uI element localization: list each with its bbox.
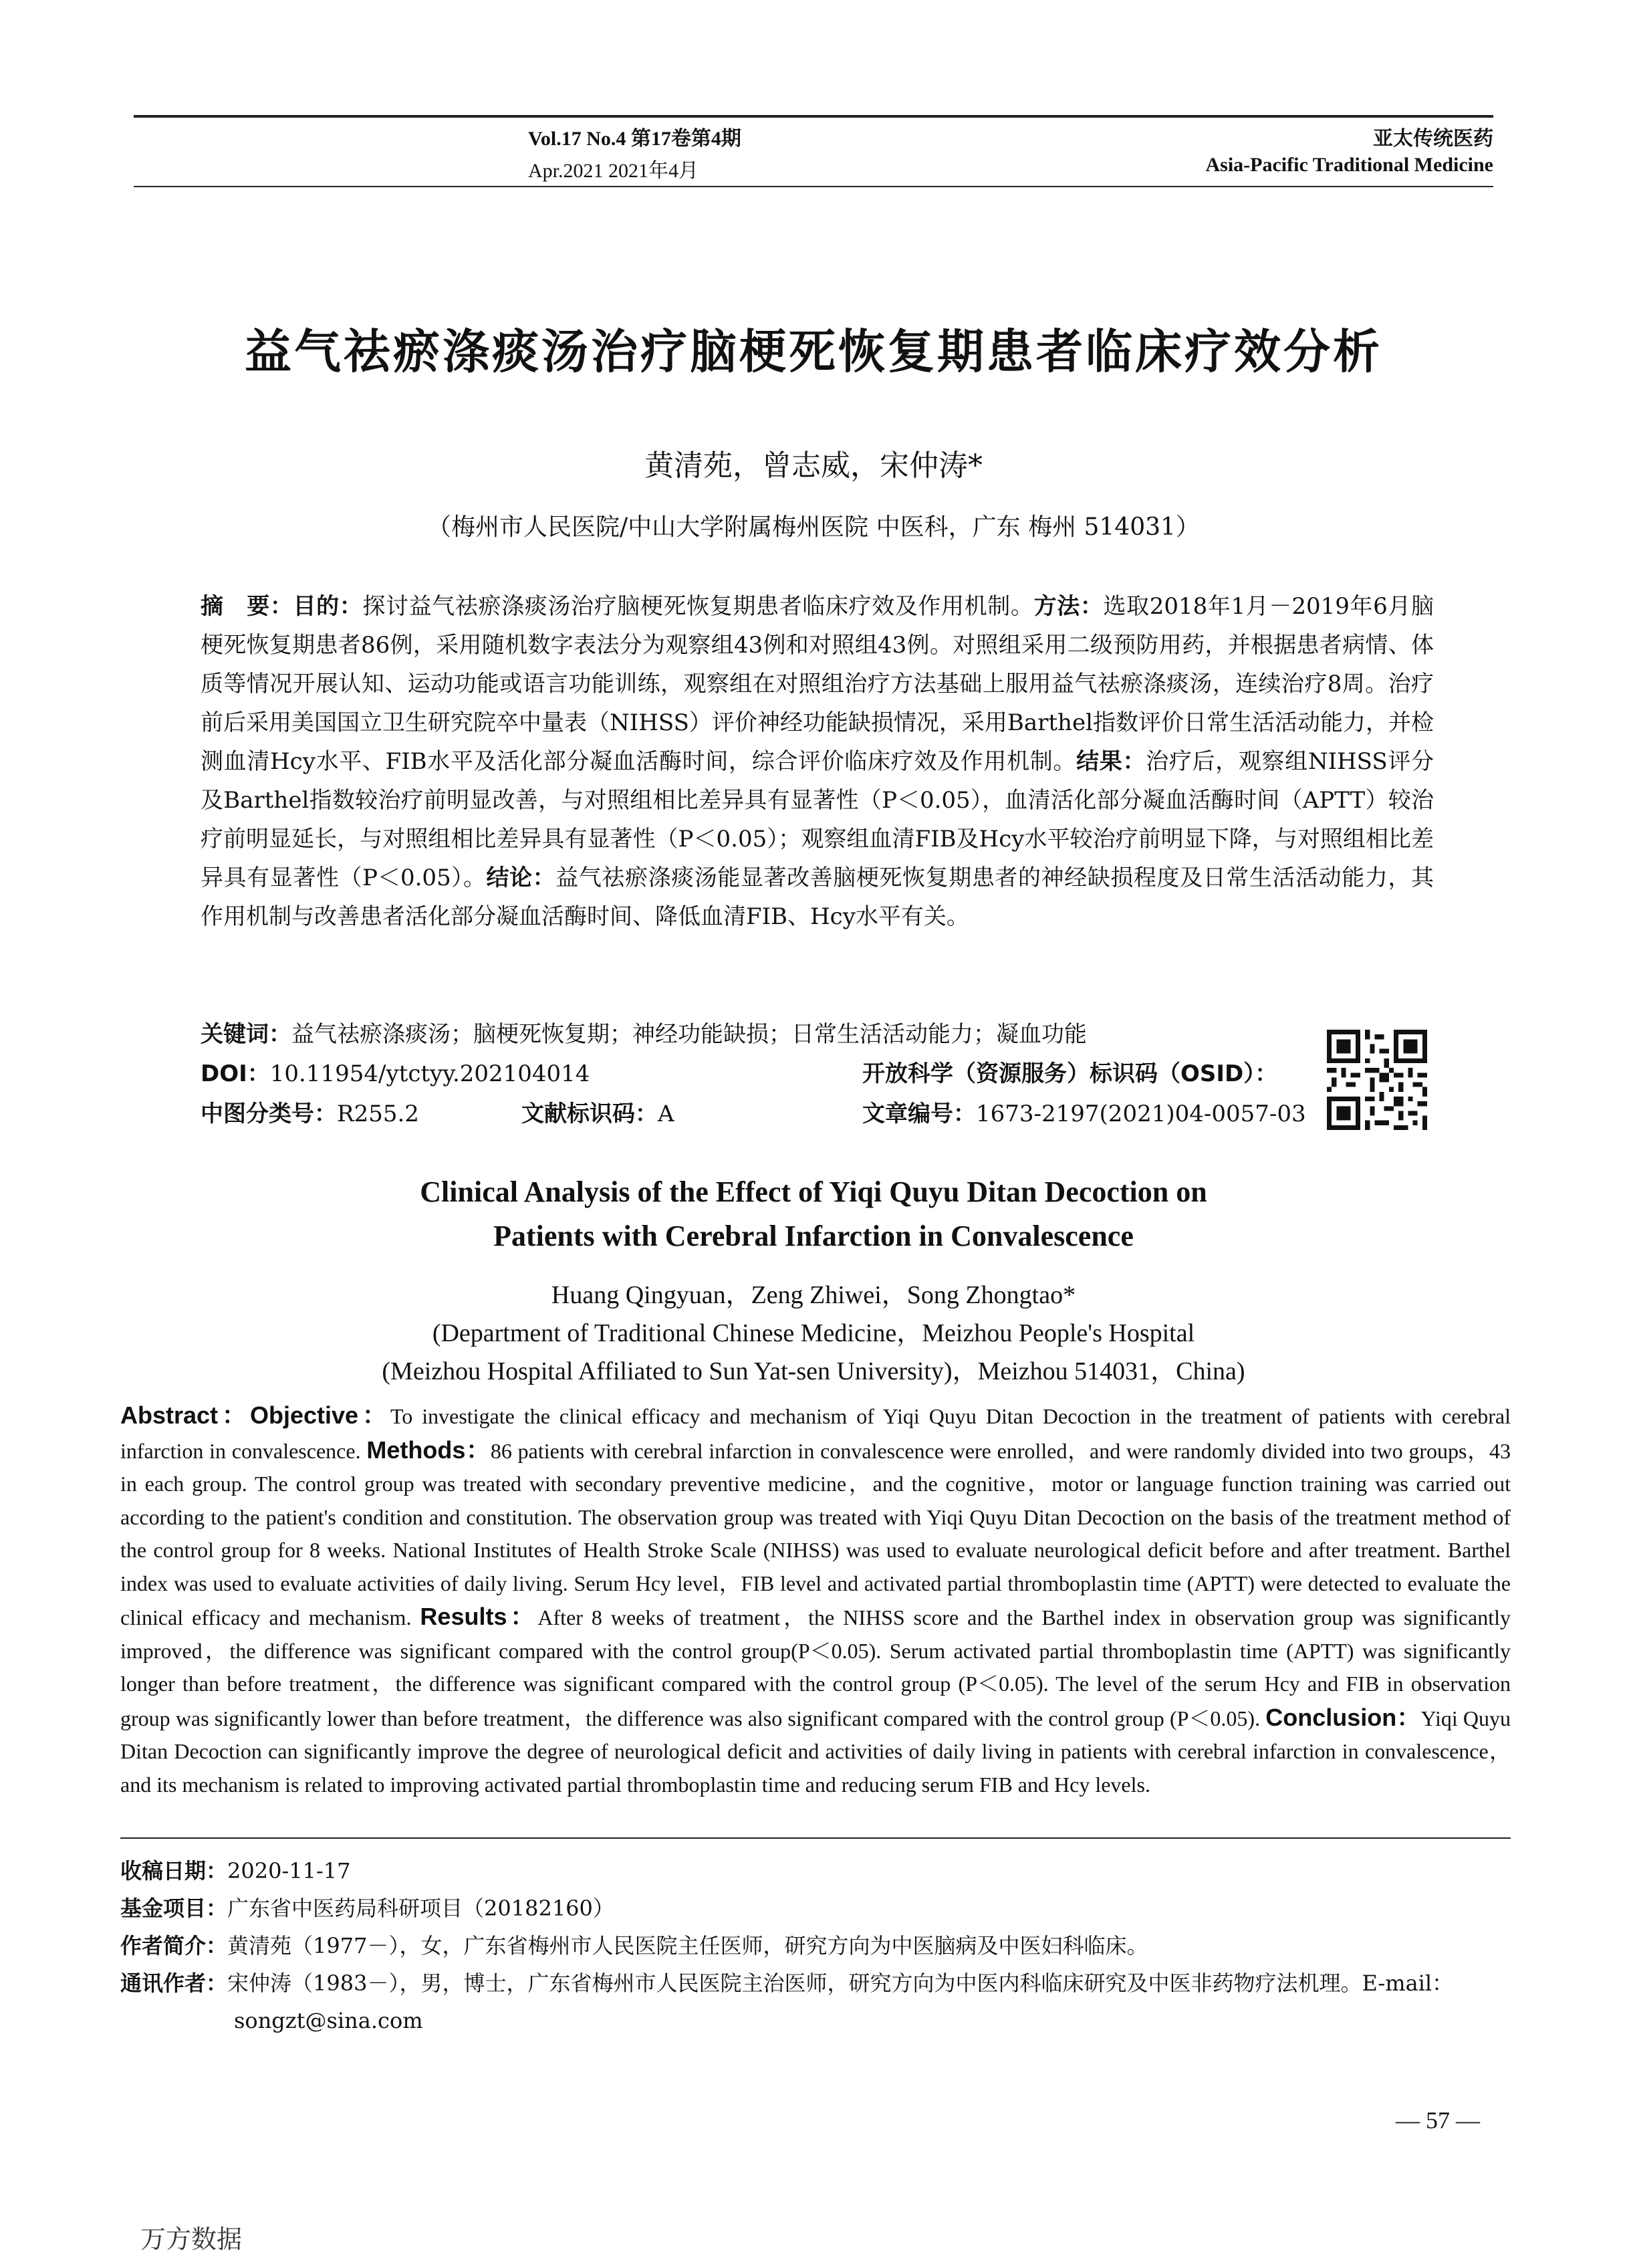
objective-en-label: Objective：: [249, 1401, 390, 1429]
footnote-rule: [120, 1837, 1511, 1839]
header-journal-cn: 亚太传统医药: [1373, 127, 1493, 150]
doc-code-value: A: [658, 1101, 674, 1127]
article-title-en-line2: Patients with Cerebral Infarction in Convalescence: [493, 1220, 1134, 1252]
page-number: — 57 —: [1396, 2107, 1480, 2134]
article-title-en-line1: Clinical Analysis of the Effect of Yiqi Quyu Ditan Decoction on: [420, 1175, 1207, 1208]
affiliation-en-line2: (Meizhou Hospital Affiliated to Sun Yat-sen University)，Meizhou 514031，China): [382, 1357, 1245, 1385]
corr-label: 通讯作者：: [120, 1970, 228, 1996]
watermark: 万方数据: [140, 2225, 243, 2254]
header-top-rule: [134, 115, 1493, 118]
methods-cn: 选取2018年1月－2019年6月脑梗死恢复期患者86例，采用随机数字表法分为观察组43例和对照组43例。对照组采用二级预防用药，并根据患者病情、体质等情况开展认知、运动功能或语言功能训练，观察组在对照组治疗方法基础上服用益气祛瘀涤痰汤，连续治疗8周。治疗前后采用美国国立卫生研究院卒中量表（NIHSS）评价神经功能缺损情况，采用Barthel指数评价日常生活活动能力，并检测血清Hcy水平、FIB水平及活化部分凝血活酶时间，综合评价临床疗效及作用机制。: [201, 593, 1434, 775]
keywords-cn-text: 益气祛瘀涤痰汤；脑梗死恢复期；神经功能缺损；日常生活活动能力；凝血功能: [291, 1021, 1087, 1048]
corresponding-author: [120, 1964, 1537, 2039]
objective-cn: 探讨益气祛瘀涤痰汤治疗脑梗死恢复期患者临床疗效及作用机制。: [362, 593, 1034, 620]
keywords-cn: [201, 1015, 1434, 1054]
bio-value: 黄清苑（1977－），女，广东省梅州市人民医院主任医师，研究方向为中医脑病及中医妇科临床。: [227, 1933, 1148, 1958]
conclusion-en: Yiqi Quyu Ditan Decoction can significantly improve the degree of neurological deficit and activities of daily living in patients with cerebral infarction in convalescence，and its mechanism is related to improving activated partial thromboplastin time and reducing serum FIB and Hcy levels.: [120, 1706, 1511, 1797]
methods-cn-label: 方法：: [1033, 593, 1104, 620]
doi-value[interactable]: 10.11954/ytctyy.202104014: [269, 1060, 590, 1087]
results-cn-label: 结果：: [1076, 748, 1146, 775]
clc-line: [201, 1095, 419, 1128]
abstract-cn-label: 摘 要：: [201, 593, 293, 620]
header-bottom-rule: [134, 186, 1493, 187]
fund-project: [120, 1890, 1537, 1927]
abstract-cn: [201, 587, 1434, 936]
doi-line: [201, 1055, 590, 1088]
doc-code-line: [521, 1095, 674, 1128]
abstract-en: [120, 1399, 1511, 1801]
corr-value: 宋仲涛（1983－），男，博士，广东省梅州市人民医院主治医师，研究方向为中医内科临床研究及中医非药物疗法机理。E-mail：songzt@sina.com: [227, 1970, 1454, 2033]
affiliation-cn: （梅州市人民医院/中山大学附属梅州医院 中医科，广东 梅州 514031）: [427, 514, 1200, 541]
received-value: 2020-11-17: [227, 1858, 351, 1884]
authors-en: Huang Qingyuan，Zeng Zhiwei，Song Zhongtao*: [551, 1281, 1076, 1309]
doc-code-label: 文献标识码：: [521, 1101, 658, 1127]
article-title-en: [0, 1170, 1627, 1258]
methods-en: 86 patients with cerebral infarction in convalescence were enrolled，and were randomly divided into two groups，43 in each group. The control group was treated with secondary preventive medicine，and the cognitive，motor or language function training was carried out according to the patient's condition and constitution. The observation group was treated with Yiqi Quyu Ditan Decoction on the basis of the treatment method of the control group for 8 weeks. National Institutes of Health Stroke Scale (NIHSS) was used to evaluate neurological deficit before and after treatment. Barthel index was used to evaluate activities of daily living. Serum Hcy level，FIB level and activated partial thromboplastin time (APTT) were detected to evaluate the clinical efficacy and mechanism.: [120, 1438, 1511, 1629]
results-cn: 治疗后，观察组NIHSS评分及Barthel指数较治疗前明显改善，与对照组相比差异具有显著性（P＜0.05），血清活化部分凝血活酶时间（APTT）较治疗前明显延长，与对照组相比差异具有显著性（P＜0.05）；观察组血清FIB及Hcy水平较治疗前明显下降，与对照组相比差异具有显著性（P＜0.05）。: [201, 748, 1434, 891]
fund-value: 广东省中医药局科研项目（20182160）: [227, 1896, 614, 1921]
osid-qr-code-icon[interactable]: [1327, 1030, 1427, 1130]
bio-label: 作者简介：: [120, 1933, 228, 1958]
article-number-label: 文章编号：: [862, 1101, 976, 1127]
conclusion-cn-label: 结论：: [486, 865, 556, 891]
header-volume-issue: Vol.17 No.4 第17卷第4期: [528, 128, 741, 150]
header-journal-en: Asia-Pacific Traditional Medicine: [1205, 154, 1493, 176]
doi-label: DOI：: [201, 1060, 270, 1087]
header-date: Apr.2021 2021年4月: [528, 160, 699, 182]
osid-label: 开放科学（资源服务）标识码（OSID）：: [862, 1060, 1278, 1087]
article-number-line: [862, 1095, 1306, 1128]
author-bio: [120, 1927, 1537, 1964]
fund-label: 基金项目：: [120, 1896, 228, 1921]
clc-value: R255.2: [337, 1101, 419, 1127]
methods-en-label: Methods：: [366, 1436, 491, 1464]
objective-cn-label: 目的：: [293, 593, 363, 620]
objective-en: To investigate the clinical efficacy and mechanism of Yiqi Quyu Ditan Decoction in the treatment of patients with cerebral infarction in convalescence.: [120, 1404, 1511, 1463]
clc-label: 中图分类号：: [201, 1101, 337, 1127]
results-en: After 8 weeks of treatment，the NIHSS score and the Barthel index in observation group was significantly improved，the difference was significant compared with the control group(P＜0.05). Serum activated partial thromboplastin time (APTT) was significantly longer than before treatment，the difference was significant compared with the control group (P＜0.05). The level of the serum Hcy and FIB in observation group was significantly lower than before treatment，the difference was also significant compared with the control group (P＜0.05).: [120, 1605, 1511, 1730]
received-label: 收稿日期：: [120, 1858, 228, 1884]
results-en-label: Results：: [420, 1603, 538, 1630]
keywords-cn-label: 关键词：: [201, 1021, 291, 1048]
article-number-value: 1673-2197(2021)04-0057-03: [976, 1101, 1306, 1127]
conclusion-cn: 益气祛瘀涤痰汤能显著改善脑梗死恢复期患者的神经缺损程度及日常生活活动能力，其作用机制与改善患者活化部分凝血活酶时间、降低血清FIB、Hcy水平有关。: [201, 865, 1434, 930]
abstract-en-label: Abstract：: [120, 1401, 250, 1429]
affiliation-en-line1: (Department of Traditional Chinese Medicine，Meizhou People's Hospital: [432, 1319, 1195, 1347]
article-title-cn: 益气祛瘀涤痰汤治疗脑梗死恢复期患者临床疗效分析: [245, 324, 1382, 379]
received-date: [120, 1852, 1537, 1890]
authors-cn: 黄清苑，曾志威，宋仲涛*: [644, 449, 983, 483]
conclusion-en-label: Conclusion：: [1265, 1703, 1421, 1731]
